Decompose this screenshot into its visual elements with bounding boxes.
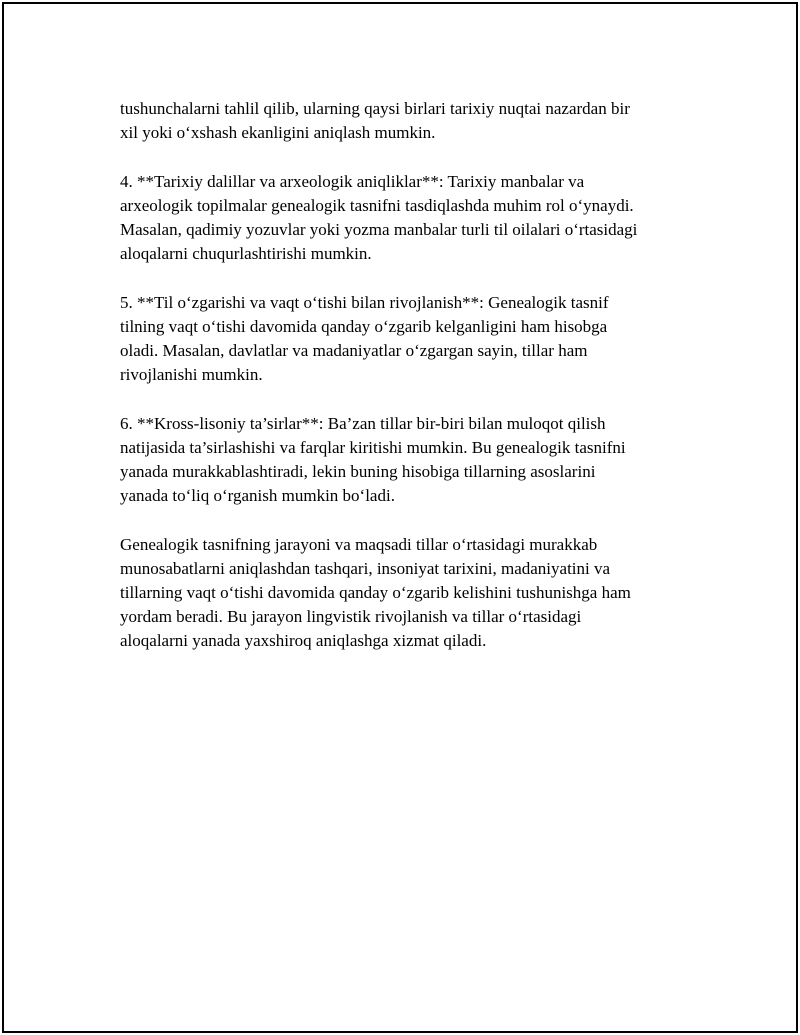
document-body [120, 97, 700, 678]
document-page [2, 2, 798, 1033]
paragraph-intro-continuation: tushunchalarni tahlil qilib, ularning qaysi birlari tarixiy nuqtai nazardan bir xil yoki o‘xshash ekanligini aniqlash mumkin. [120, 99, 630, 143]
paragraph-item-4: 4. **Tarixiy dalillar va arxeologik aniqliklar**: Tarixiy manbalar va arxeologik topilmalar genealogik tasnifni tasdiqlashda muhim rol o‘ynaydi. Masalan, qadimiy yozuvlar yoki yozma manbalar turli til oilalari o‘rtasidagi aloqalarni chuqurlashtirishi mumkin. [120, 171, 638, 264]
paragraph-item-6: 6. **Kross-lisoniy ta’sirlar**: Ba’zan tillar bir-biri bilan muloqot qilish natijasida ta’sirlashishi va farqlar kiritishi mumkin. Bu genealogik tasnifni yanada murakkablashtiradi, lekin buning hisobiga tillarning asoslarini yanada to‘liq o‘rganish mumkin bo‘ladi. [120, 413, 626, 506]
paragraph-item-5: 5. **Til o‘zgarishi va vaqt o‘tishi bilan rivojlanish**: Genealogik tasnif tilning vaqt o‘tishi davomida qanday o‘zgarib kelganligini ham hisobga oladi. Masalan, davlatlar va madaniyatlar o‘zgargan sayin, tillar ham rivojlanishi mumkin. [120, 292, 609, 385]
paragraph-conclusion: Genealogik tasnifning jarayoni va maqsadi tillar o‘rtasidagi murakkab munosabatlarni aniqlashdan tashqari, insoniyat tarixini, madaniyatini va tillarning vaqt o‘tishi davomida qanday o‘zgarib kelishini tushunishga ham yordam beradi. Bu jarayon lingvistik rivojlanish va tillar o‘rtasidagi aloqalarni yanada yaxshiroq aniqlashga xizmat qiladi. [120, 534, 631, 651]
